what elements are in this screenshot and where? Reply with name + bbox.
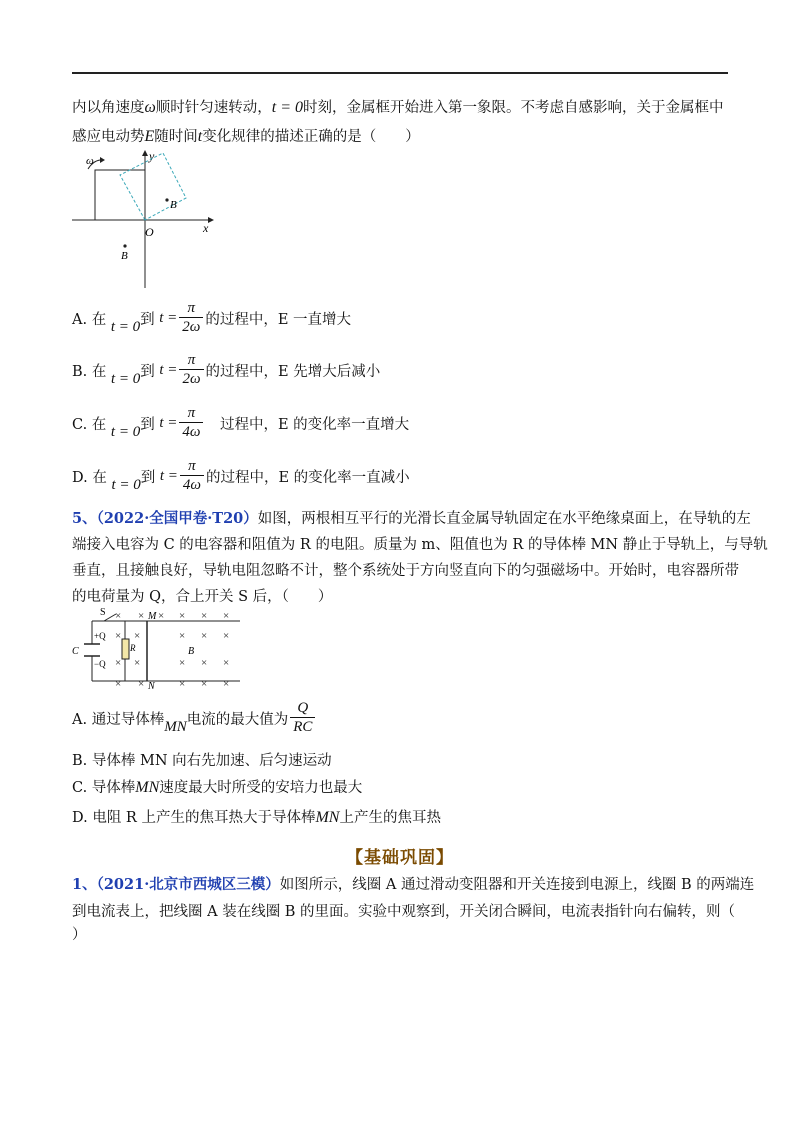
q5-circuit-figure: [70, 606, 250, 692]
q5-option-a: A. 通过导体棒MN电流的最大值为 $\frac{Q}{RC}$: [72, 700, 317, 740]
q4-figure: [72, 148, 222, 290]
svg-text:+Q: +Q: [94, 631, 106, 641]
svg-text:×: ×: [158, 610, 165, 622]
svg-text:×: ×: [115, 657, 122, 669]
q5-line3: 垂直，且接触良好，导轨电阻忽略不计，整个系统处于方向竖直向下的匀强磁场中。开始时，电容器所带: [72, 563, 739, 579]
svg-text:×: ×: [223, 657, 230, 669]
field-point: [165, 198, 168, 201]
q4-option-b: B. 在 t = 0到 t = $\frac{\pi}{2\omega}$ 的过程中，E 先增大后减小: [72, 352, 381, 387]
svg-text:×: ×: [201, 657, 208, 669]
svg-text:×: ×: [179, 678, 186, 690]
q4-option-c: C. 在 t = 0到 t = $\frac{\pi}{4\omega}$ 过程中，E 的变化率一直增大: [72, 405, 410, 440]
svg-text:×: ×: [115, 678, 122, 690]
q5-option-c: C. 导体棒MN速度最大时所受的安培力也最大: [72, 779, 363, 796]
svg-text:×: ×: [223, 678, 230, 690]
svg-text:N: N: [148, 681, 155, 692]
x-label: x: [203, 221, 209, 235]
section-heading: 【基础巩固】: [346, 848, 454, 868]
q1-line3: ）: [72, 927, 87, 943]
svg-text:B: B: [188, 646, 195, 657]
origin-label: O: [145, 225, 154, 239]
q4-line1: 内以角速度ω顺时针匀速转动，t = 0时刻，金属框开始进入第一象限。不考虑自感影响，关于金属框中: [72, 99, 724, 116]
svg-text:×: ×: [138, 610, 145, 622]
q5-line4: 的电荷量为 Q，合上开关 S 后，（ ）: [72, 589, 333, 605]
svg-text:×: ×: [179, 630, 186, 642]
svg-text:×: ×: [138, 678, 145, 690]
omega-label: ω: [86, 155, 94, 167]
svg-text:×: ×: [179, 610, 186, 622]
svg-text:M: M: [148, 611, 157, 622]
q5-line1: 5、（2022·全国甲卷·T20）如图，两根相互平行的光滑长直金属导轨固定在水平绝缘桌面上，在导轨的左: [72, 510, 751, 527]
svg-text:×: ×: [201, 630, 208, 642]
svg-text:R: R: [130, 643, 136, 653]
b-label: B: [170, 199, 177, 211]
q5-line2: 端接入电容为 C 的电容器和阻值为 R 的电阻。质量为 m、阻值也为 R 的导体棒 MN 静止于导轨上，与导轨: [72, 537, 768, 553]
svg-text:C: C: [72, 646, 79, 657]
metal-frame: [95, 170, 145, 220]
svg-text:×: ×: [115, 610, 122, 622]
svg-text:×: ×: [223, 630, 230, 642]
svg-text:×: ×: [134, 630, 141, 642]
svg-text:×: ×: [223, 610, 230, 622]
b-label: B: [121, 250, 128, 262]
q4-option-a: A. 在 t = 0到 t = $\frac{\pi}{2\omega}$ 的过程中，E 一直增大: [72, 300, 352, 335]
q1-source: 1、（2021·北京市西城区三模）: [72, 876, 280, 893]
q1-line1: 1、（2021·北京市西城区三模）如图所示，线圈 A 通过滑动变阻器和开关连接到电源上，线圈 B 的两端连: [72, 876, 755, 893]
field-point: [123, 244, 126, 247]
svg-text:×: ×: [115, 630, 122, 642]
svg-text:S: S: [100, 607, 106, 618]
svg-text:−Q: −Q: [94, 659, 106, 669]
q1-line2: 到电流表上，把线圈 A 装在线圈 B 的里面。实验中观察到，开关闭合瞬间，电流表指针向右偏转，则（: [72, 904, 736, 920]
q5-source: 5、（2022·全国甲卷·T20）: [72, 510, 258, 527]
svg-text:×: ×: [134, 657, 141, 669]
q5-option-b: B. 导体棒 MN 向右先加速、后匀速运动: [72, 753, 332, 769]
svg-text:×: ×: [201, 610, 208, 622]
svg-text:×: ×: [201, 678, 208, 690]
q4-option-d: D. 在 t = 0到 t = $\frac{\pi}{4\omega}$ 的过程中，E 的变化率一直减小: [72, 458, 410, 493]
svg-text:×: ×: [179, 657, 186, 669]
q4-line2: 感应电动势E随时间t变化规律的描述正确的是（ ）: [72, 128, 420, 145]
y-label: y: [149, 149, 155, 163]
q5-option-d: D. 电阻 R 上产生的焦耳热大于导体棒MN上产生的焦耳热: [72, 809, 441, 826]
header-rule: [72, 72, 728, 74]
